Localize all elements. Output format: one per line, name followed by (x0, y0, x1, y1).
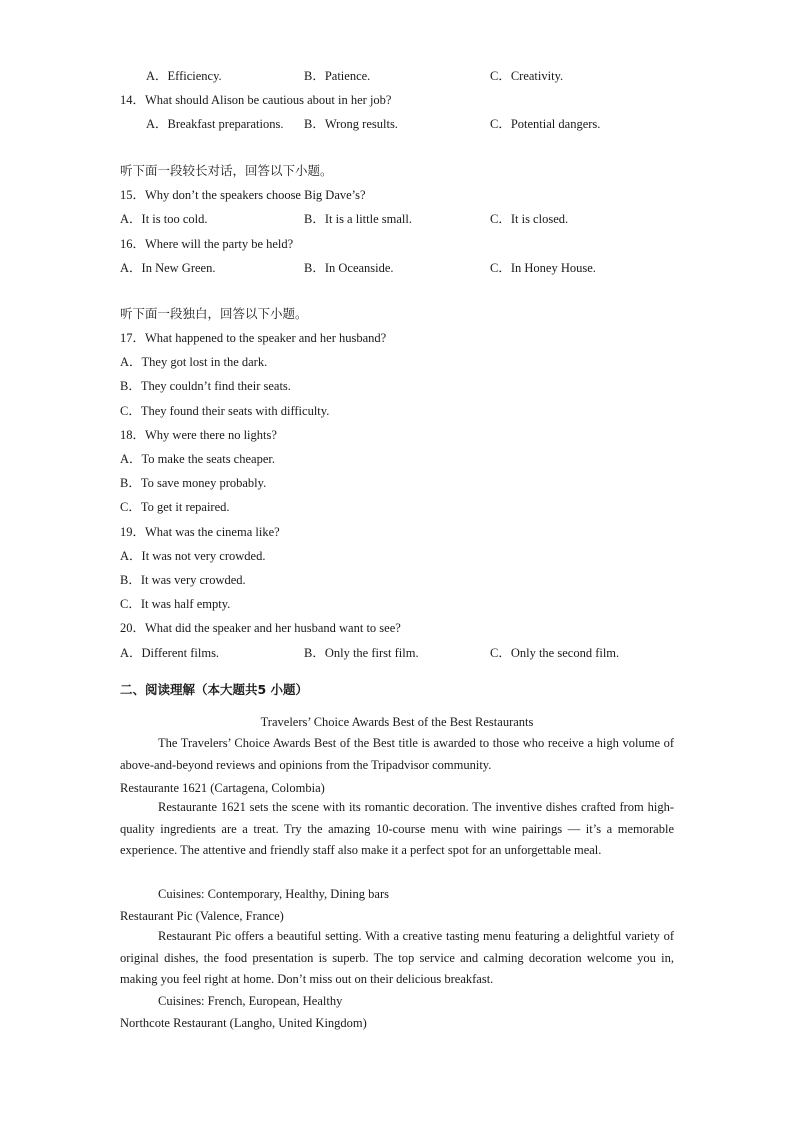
q16-option-a[interactable]: A．In New Green. (120, 261, 216, 275)
restaurant-2-description (120, 926, 674, 991)
q14-option-a[interactable]: A．Breakfast preparations. (146, 117, 284, 131)
q14-option-c[interactable]: C．Potential dangers. (490, 117, 601, 131)
q18-option-b[interactable]: B．To save money probably. (120, 476, 267, 490)
q16-option-c[interactable]: C．In Honey House. (490, 261, 596, 275)
q19-option-a[interactable]: A．It was not very crowded. (120, 549, 266, 563)
restaurant-2-name: Restaurant Pic (Valence, France) (120, 909, 284, 923)
restaurant-1-name: Restaurante 1621 (Cartagena, Colombia) (120, 781, 325, 795)
q14-question: 14．What should Alison be cautious about in her job? (120, 93, 392, 107)
q13-option-c[interactable]: C．Creativity. (490, 69, 564, 83)
q20-option-a[interactable]: A．Different films. (120, 646, 220, 660)
q17-question: 17．What happened to the speaker and her husband? (120, 331, 387, 345)
restaurant-2-description-text: Restaurant Pic offers a beautiful setting. With a creative tasting menu featuring a delightful variety of original dishes, the food presentation is superb. The top service and calming decoration welcome you in, making you feel right at home. Don’t miss out on their delicious breakfast. (120, 929, 674, 986)
q13-option-a[interactable]: A．Efficiency. (146, 69, 222, 83)
restaurant-3-name: Northcote Restaurant (Langho, United Kingdom) (120, 1016, 367, 1030)
q17-option-b[interactable]: B．They couldn’t find their seats. (120, 379, 291, 393)
restaurant-1-description-text: Restaurante 1621 sets the scene with its romantic decoration. The inventive dishes crafted from high-quality ingredients are a treat. Try the amazing 10-course menu with wine pairings — it’s a memorable experience. The attentive and friendly staff also make it a perfect spot for an unforgettable meal. (120, 800, 674, 857)
q15-option-c[interactable]: C．It is closed. (490, 212, 569, 226)
restaurant-1-cuisines: Cuisines: Contemporary, Healthy, Dining bars (158, 887, 389, 901)
passage-intro-text: The Travelers’ Choice Awards Best of the Best title is awarded to those who receive a high volume of above-and-beyond reviews and opinions from the Tripadvisor community. (120, 736, 674, 772)
passage-intro (120, 733, 674, 776)
q15-option-a[interactable]: A．It is too cold. (120, 212, 208, 226)
q20-option-c[interactable]: C．Only the second film. (490, 646, 620, 660)
q18-option-a[interactable]: A．To make the seats cheaper. (120, 452, 275, 466)
conversation-section-heading: 听下面一段较长对话，回答以下小题。 (120, 163, 333, 178)
q19-question: 19．What was the cinema like? (120, 525, 280, 539)
q15-question: 15．Why don’t the speakers choose Big Dave’s? (120, 188, 366, 202)
q15-option-b[interactable]: B．It is a little small. (304, 212, 412, 226)
monologue-section-heading: 听下面一段独白，回答以下小题。 (120, 306, 308, 321)
restaurant-2-cuisines: Cuisines: French, European, Healthy (158, 994, 343, 1008)
reading-section-title: 二、阅读理解（本大题共5 小题） (120, 682, 309, 697)
q20-option-b[interactable]: B．Only the first film. (304, 646, 419, 660)
restaurant-1-description (120, 797, 674, 862)
q20-question: 20．What did the speaker and her husband want to see? (120, 621, 401, 635)
q14-option-b[interactable]: B．Wrong results. (304, 117, 398, 131)
q17-option-c[interactable]: C．They found their seats with difficulty. (120, 404, 330, 418)
q17-option-a[interactable]: A．They got lost in the dark. (120, 355, 268, 369)
q19-option-b[interactable]: B．It was very crowded. (120, 573, 246, 587)
q16-option-b[interactable]: B．In Oceanside. (304, 261, 394, 275)
q16-question: 16．Where will the party be held? (120, 237, 294, 251)
q19-option-c[interactable]: C．It was half empty. (120, 597, 231, 611)
passage-title: Travelers’ Choice Awards Best of the Best Restaurants (260, 715, 534, 729)
q13-option-b[interactable]: B．Patience. (304, 69, 371, 83)
q18-question: 18．Why were there no lights? (120, 428, 277, 442)
q18-option-c[interactable]: C．To get it repaired. (120, 500, 230, 514)
